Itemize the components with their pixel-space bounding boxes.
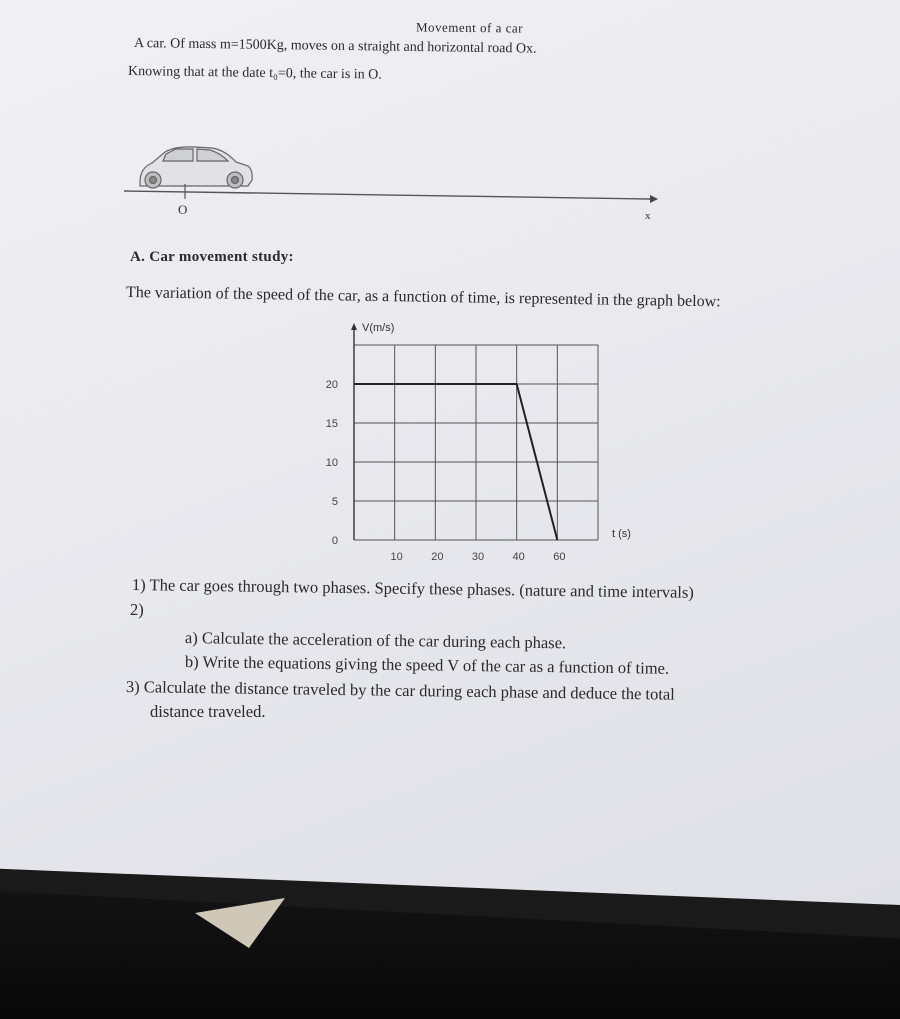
question-2b: b) Write the equations giving the speed V of the car as a function of time.: [184, 652, 670, 678]
x-axis-label: t (s): [612, 528, 631, 540]
x-tick-label: 60: [553, 551, 566, 563]
chart-ticks: [326, 379, 566, 563]
y-axis-label: V(m/s): [362, 322, 395, 334]
question-1: 1) The car goes through two phases. Specify these phases. (nature and time intervals): [131, 575, 694, 602]
x-tick-label: 20: [431, 551, 444, 563]
question-3-line-1: 3) Calculate the distance traveled by the car during each phase and deduce the total: [125, 677, 675, 704]
document-title: Movement of a car: [415, 19, 524, 36]
y-tick-label: 10: [325, 457, 338, 469]
origin-label: O: [178, 202, 188, 217]
y-tick-label: 20: [325, 379, 338, 391]
y-tick-label: 5: [331, 496, 338, 508]
chart-grid: [354, 345, 598, 540]
x-tick-label: 30: [471, 551, 485, 563]
y-tick-label: 0: [331, 535, 338, 547]
intro-line-2: Knowing that at the date t₀=0, the car is in O.: [127, 64, 382, 83]
question-2a: a) Calculate the acceleration of the car during each phase.: [184, 628, 567, 653]
question-3-line-2: distance traveled.: [150, 702, 266, 721]
x-tick-label: 40: [512, 551, 525, 563]
y-axis-arrow-icon: [351, 323, 357, 330]
x-tick-label: 10: [390, 551, 403, 563]
section-a-title: A. Car movement study:: [130, 249, 294, 265]
question-2: 2): [130, 600, 144, 619]
graph-intro-text: The variation of the speed of the car, as a function of time, is represented in the graph below:: [125, 284, 721, 311]
chart-axes: [351, 323, 357, 540]
axis-label: x: [645, 210, 651, 222]
y-tick-label: 15: [325, 418, 338, 430]
intro-line-1: A car. Of mass m=1500Kg, moves on a straight and horizontal road Ox.: [133, 36, 537, 57]
